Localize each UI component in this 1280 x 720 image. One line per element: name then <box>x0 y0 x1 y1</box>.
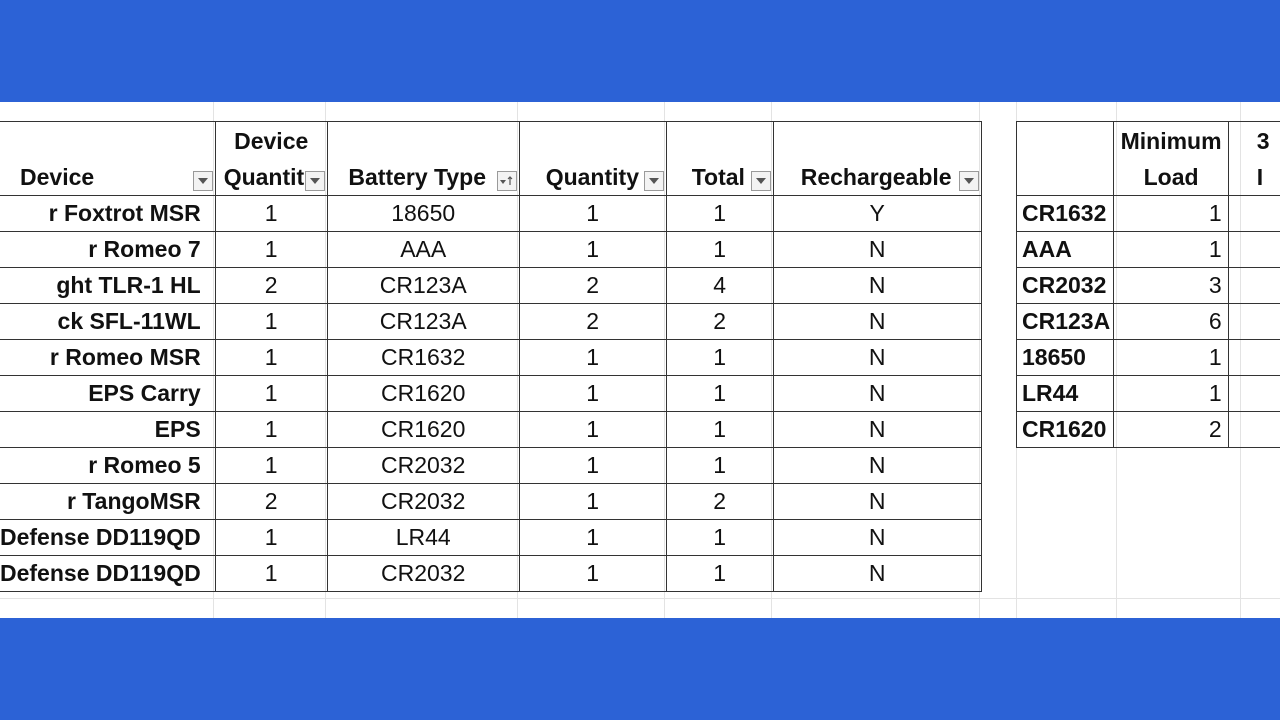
cell-minimum-load[interactable]: 1 <box>1114 196 1228 232</box>
cell-rechargeable[interactable]: N <box>773 304 981 340</box>
header-row <box>0 122 981 196</box>
cell-quantity[interactable]: 1 <box>519 196 666 232</box>
cell-battery-type[interactable]: CR1620 <box>327 412 519 448</box>
cell-minimum-load[interactable]: 1 <box>1114 376 1228 412</box>
table-row <box>1017 376 1280 412</box>
table-row <box>0 520 981 556</box>
cell-battery-type[interactable]: CR123A <box>327 268 519 304</box>
table-row <box>0 556 981 592</box>
cell-quantity[interactable]: 1 <box>519 520 666 556</box>
cell-device[interactable]: ght TLR-1 HL <box>0 268 215 304</box>
cell-battery-type[interactable]: CR2032 <box>327 448 519 484</box>
cell-rechargeable[interactable]: N <box>773 268 981 304</box>
cell-third-column[interactable] <box>1228 196 1280 232</box>
cell-minimum-load[interactable]: 1 <box>1114 340 1228 376</box>
gridline <box>0 598 1280 599</box>
cell-quantity[interactable]: 2 <box>519 268 666 304</box>
cell-device[interactable]: EPS <box>0 412 215 448</box>
cell-battery[interactable]: LR44 <box>1017 376 1114 412</box>
cell-total[interactable]: 1 <box>666 196 773 232</box>
cell-battery[interactable]: CR2032 <box>1017 268 1114 304</box>
cell-total[interactable]: 1 <box>666 412 773 448</box>
table-row <box>0 412 981 448</box>
cell-device-quantity[interactable]: 1 <box>215 448 327 484</box>
table-row <box>0 232 981 268</box>
header-total[interactable]: Total <box>666 122 773 196</box>
cell-rechargeable[interactable]: N <box>773 232 981 268</box>
header-row <box>1017 122 1280 196</box>
cell-third-column[interactable] <box>1228 304 1280 340</box>
sort-ascending-filter-icon[interactable] <box>497 171 517 191</box>
cell-total[interactable]: 2 <box>666 484 773 520</box>
minimum-load-table <box>1016 121 1280 448</box>
table-row <box>0 196 981 232</box>
cell-total[interactable]: 1 <box>666 520 773 556</box>
table-row <box>1017 232 1280 268</box>
cell-rechargeable[interactable]: N <box>773 376 981 412</box>
cell-total[interactable]: 1 <box>666 556 773 592</box>
table-row <box>1017 268 1280 304</box>
cell-total[interactable]: 1 <box>666 448 773 484</box>
cell-device-quantity[interactable]: 1 <box>215 232 327 268</box>
cell-third-column[interactable] <box>1228 232 1280 268</box>
cell-total[interactable]: 4 <box>666 268 773 304</box>
header-battery-blank[interactable] <box>1017 122 1114 196</box>
cell-battery[interactable]: AAA <box>1017 232 1114 268</box>
cell-quantity[interactable]: 2 <box>519 304 666 340</box>
cell-total[interactable]: 1 <box>666 232 773 268</box>
table-row <box>0 340 981 376</box>
cell-total[interactable]: 2 <box>666 304 773 340</box>
cell-third-column[interactable] <box>1228 268 1280 304</box>
table-row <box>1017 340 1280 376</box>
cell-quantity[interactable]: 1 <box>519 556 666 592</box>
filter-dropdown-icon[interactable] <box>305 171 325 191</box>
cell-rechargeable[interactable]: N <box>773 484 981 520</box>
cell-quantity[interactable]: 1 <box>519 448 666 484</box>
cell-battery-type[interactable]: CR1632 <box>327 340 519 376</box>
cell-minimum-load[interactable]: 1 <box>1114 232 1228 268</box>
cell-device-quantity[interactable]: 2 <box>215 268 327 304</box>
cell-quantity[interactable]: 1 <box>519 340 666 376</box>
spreadsheet-area <box>0 102 1280 618</box>
cell-rechargeable[interactable]: N <box>773 412 981 448</box>
cell-quantity[interactable]: 1 <box>519 232 666 268</box>
cell-battery[interactable]: CR1620 <box>1017 412 1114 448</box>
header-quantity[interactable]: Quantity <box>519 122 666 196</box>
cell-rechargeable[interactable]: N <box>773 340 981 376</box>
cell-battery-type[interactable]: AAA <box>327 232 519 268</box>
cell-battery[interactable]: CR123A <box>1017 304 1114 340</box>
filter-dropdown-icon[interactable] <box>644 171 664 191</box>
cell-device-quantity[interactable]: 1 <box>215 556 327 592</box>
table-row <box>0 484 981 520</box>
table-row <box>0 304 981 340</box>
table-row <box>0 376 981 412</box>
cell-rechargeable[interactable]: N <box>773 448 981 484</box>
header-third-column[interactable]: 3 I <box>1228 122 1280 196</box>
table-row <box>1017 196 1280 232</box>
device-battery-table <box>0 121 982 592</box>
cell-quantity[interactable]: 1 <box>519 412 666 448</box>
cell-battery-type[interactable]: CR2032 <box>327 556 519 592</box>
header-device[interactable]: Device <box>0 122 215 196</box>
cell-rechargeable[interactable]: Y <box>773 196 981 232</box>
cell-third-column[interactable] <box>1228 412 1280 448</box>
table-row <box>1017 412 1280 448</box>
cell-device[interactable]: r Foxtrot MSR <box>0 196 215 232</box>
cell-battery-type[interactable]: LR44 <box>327 520 519 556</box>
filter-dropdown-icon[interactable] <box>751 171 771 191</box>
cell-battery-type[interactable]: 18650 <box>327 196 519 232</box>
cell-quantity[interactable]: 1 <box>519 484 666 520</box>
table-row <box>0 448 981 484</box>
header-minimum-load[interactable]: Minimum Load <box>1114 122 1228 196</box>
cell-device[interactable]: Defense DD119QD <box>0 556 215 592</box>
cell-minimum-load[interactable]: 3 <box>1114 268 1228 304</box>
cell-battery-type[interactable]: CR123A <box>327 304 519 340</box>
cell-quantity[interactable]: 1 <box>519 376 666 412</box>
cell-third-column[interactable] <box>1228 340 1280 376</box>
cell-device[interactable]: Defense DD119QD <box>0 520 215 556</box>
table-row <box>0 268 981 304</box>
cell-device[interactable]: r Romeo 7 <box>0 232 215 268</box>
cell-device-quantity[interactable]: 1 <box>215 340 327 376</box>
table-row <box>1017 304 1280 340</box>
cell-device-quantity[interactable]: 1 <box>215 304 327 340</box>
cell-device[interactable]: EPS Carry <box>0 376 215 412</box>
cell-rechargeable[interactable]: N <box>773 520 981 556</box>
cell-device-quantity[interactable]: 2 <box>215 484 327 520</box>
filter-dropdown-icon[interactable] <box>959 171 979 191</box>
cell-rechargeable[interactable]: N <box>773 556 981 592</box>
cell-total[interactable]: 1 <box>666 340 773 376</box>
cell-battery-type[interactable]: CR1620 <box>327 376 519 412</box>
cell-device-quantity[interactable]: 1 <box>215 412 327 448</box>
cell-device-quantity[interactable]: 1 <box>215 196 327 232</box>
cell-device[interactable]: r TangoMSR <box>0 484 215 520</box>
cell-minimum-load[interactable]: 6 <box>1114 304 1228 340</box>
cell-minimum-load[interactable]: 2 <box>1114 412 1228 448</box>
cell-total[interactable]: 1 <box>666 376 773 412</box>
cell-device-quantity[interactable]: 1 <box>215 520 327 556</box>
header-device-quantity[interactable]: Device Quantit <box>215 122 327 196</box>
cell-device[interactable]: r Romeo MSR <box>0 340 215 376</box>
cell-third-column[interactable] <box>1228 376 1280 412</box>
cell-device[interactable]: ck SFL-11WL <box>0 304 215 340</box>
header-battery-type[interactable]: Battery Type <box>327 122 519 196</box>
cell-device[interactable]: r Romeo 5 <box>0 448 215 484</box>
cell-battery[interactable]: 18650 <box>1017 340 1114 376</box>
header-rechargeable[interactable]: Rechargeable <box>773 122 981 196</box>
filter-dropdown-icon[interactable] <box>193 171 213 191</box>
cell-battery[interactable]: CR1632 <box>1017 196 1114 232</box>
cell-device-quantity[interactable]: 1 <box>215 376 327 412</box>
cell-battery-type[interactable]: CR2032 <box>327 484 519 520</box>
